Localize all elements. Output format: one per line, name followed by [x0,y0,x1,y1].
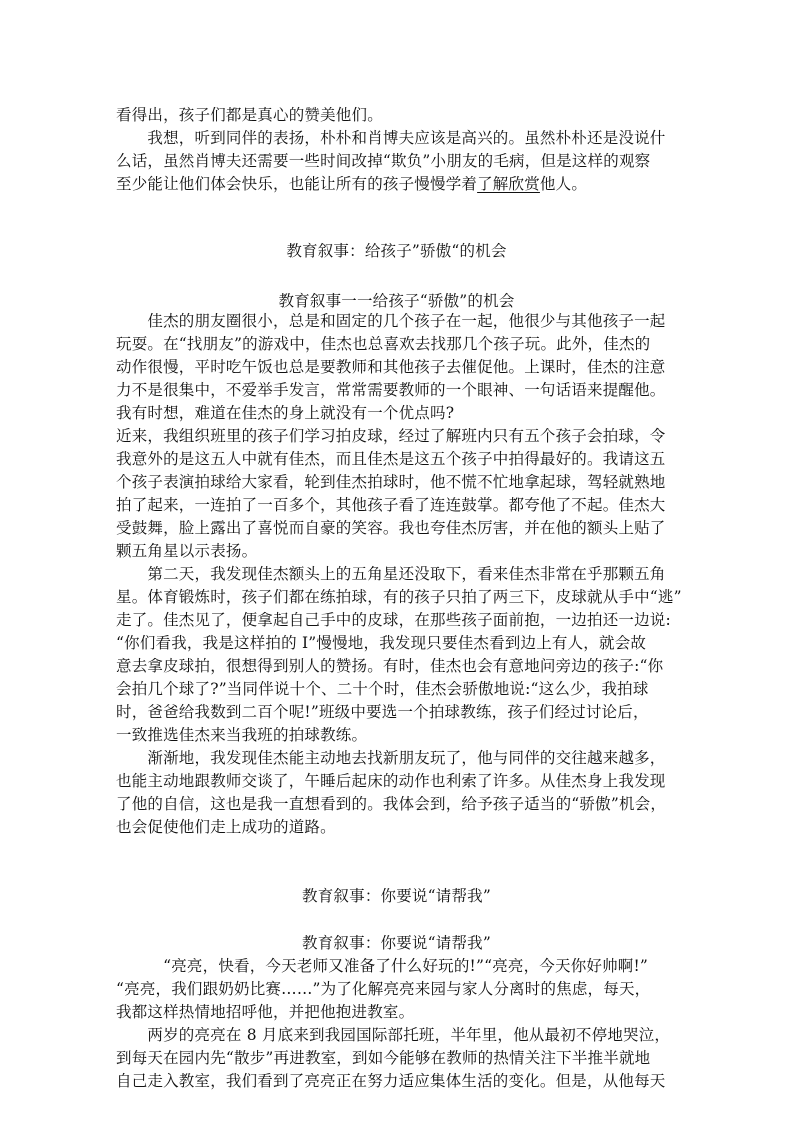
article2-line: 自己走入教室，我们看到了亮亮正在努力适应集体生活的变化。但是，从他每天 [116,1072,666,1090]
intro-line-4-tail: 他人。 [539,175,588,193]
article2-heading: 教育叙事：你要说“请帮我” [302,887,491,905]
article1-line: 我意外的是这五人中就有佳杰，而且佳杰是这五个孩子中拍得最好的。我请这五 [116,450,666,468]
intro-line-2: 我想，听到同伴的表扬，朴朴和肖博夫应该是高兴的。虽然朴朴还是没说什 [116,129,666,147]
article1-line: 意去拿皮球拍，很想得到别人的赞扬。有时，佳杰也会有意地问旁边的孩子:“你 [116,657,664,675]
article1-line: 会拍几个球了?”当同伴说十个、二十个时，佳杰会骄傲地说:“这么少，我拍球 [116,680,649,698]
article1-line: 一致推选佳杰来当我班的拍球教练。 [116,726,368,744]
article1-line: 玩耍。在“找朋友”的游戏中，佳杰也总喜欢去找那几个孩子玩。此外，佳杰的 [116,335,651,353]
article1-line: 受鼓舞，脸上露出了喜悦而自豪的笑容。我也夸佳杰厉害，并在他的额头上贴了 [116,519,666,537]
article1-line: 第二天，我发现佳杰额头上的五角星还没取下，看来佳杰非常在乎那颗五角 [116,565,666,583]
intro-line-4-text: 至少能让他们体会快乐，也能让所有的孩子慢慢学着 [116,175,478,193]
article1-heading: 教育叙事：给孩子”骄傲“的机会 [286,242,507,260]
article1-line: 也能主动地跟教师交谈了，午睡后起床的动作也利索了许多。从佳杰身上我发现 [116,772,666,790]
article1-line: 力不是很集中，不爱举手发言，常常需要教师的一个眼神、一句话语来提醒他。 [116,381,666,399]
article1-line: 个孩子表演拍球给大家看，轮到佳杰拍球时，他不慌不忙地拿起球，驾轻就熟地 [116,473,666,491]
underlined-phrase: 了解欣赏 [477,175,540,193]
article2-line: “亮亮，我们跟奶奶比赛……”为了化解亮亮来园与家人分离时的焦虑，每天， [116,980,651,998]
intro-line-1: 看得出，孩子们都是真心的赞美他们。 [116,106,383,124]
article1-line: 佳杰的朋友圈很小，总是和固定的几个孩子在一起，他很少与其他孩子一起 [116,312,666,330]
article1-line: 我有时想，难道在佳杰的身上就没有一个优点吗? [116,404,455,422]
article1-line: 动作很慢，平时吃午饭也总是要教师和其他孩子去催促他。上课时，佳杰的注意 [116,358,666,376]
article1-line: 走了。佳杰见了，便拿起自己手中的皮球，在那些孩子面前抱，一边拍还一边说: [116,611,671,629]
article1-line: 拍了起来，一连拍了一百多个，其他孩子看了连连鼓掌。都夸他了不起。佳杰大 [116,496,666,514]
article1-line: 也会促使他们走上成功的道路。 [116,818,336,836]
intro-line-3: 么话，虽然肖博夫还需要一些时间改掉“欺负”小朋友的毛病，但是这样的观察 [116,152,651,170]
article2-line: 两岁的亮亮在 8 月底来到我园国际部托班，半年里，他从最初不停地哭泣， [116,1026,671,1044]
article1-line: 近来，我组织班里的孩子们学习拍皮球，经过了解班内只有五个孩子会拍球，令 [116,427,666,445]
article1-line: 了他的自信，这也是我一直想看到的。我体会到，给予孩子适当的“骄傲”机会， [116,795,667,813]
article1-line: 星。体育锻炼时，孩子们都在练拍球，有的孩子只拍了两三下，皮球就从手中“逃” [116,588,682,606]
article1-line: “你们看我，我是这样拍的 I”慢慢地，我发现只要佳杰看到边上有人，就会故 [116,634,647,652]
intro-line-4 [116,173,682,196]
article2-subheading: 教育叙事：你要说“请帮我” [302,934,491,952]
article1-line: 时，爸爸给我数到二百个呢!”班级中要选一个拍球教练，孩子们经过讨论后， [116,703,649,721]
article1-subheading: 教育叙事一一给孩子“骄傲”的机会 [278,292,515,310]
article2-line: 我都这样热情地招呼他，并把他抱进教室。 [116,1003,415,1021]
article1-line: 渐渐地，我发现佳杰能主动地去找新朋友玩了，他与同伴的交往越来越多， [116,749,666,767]
article1-line: 颗五角星以示表扬。 [116,542,258,560]
article2-line: 到每天在园内先“散步”再进教室，到如今能够在教师的热情关注下半推半就地 [116,1049,651,1067]
article2-line: “亮亮，快看，今天老师又准备了什么好玩的!”“亮亮，今天你好帅啊!” [116,957,649,975]
